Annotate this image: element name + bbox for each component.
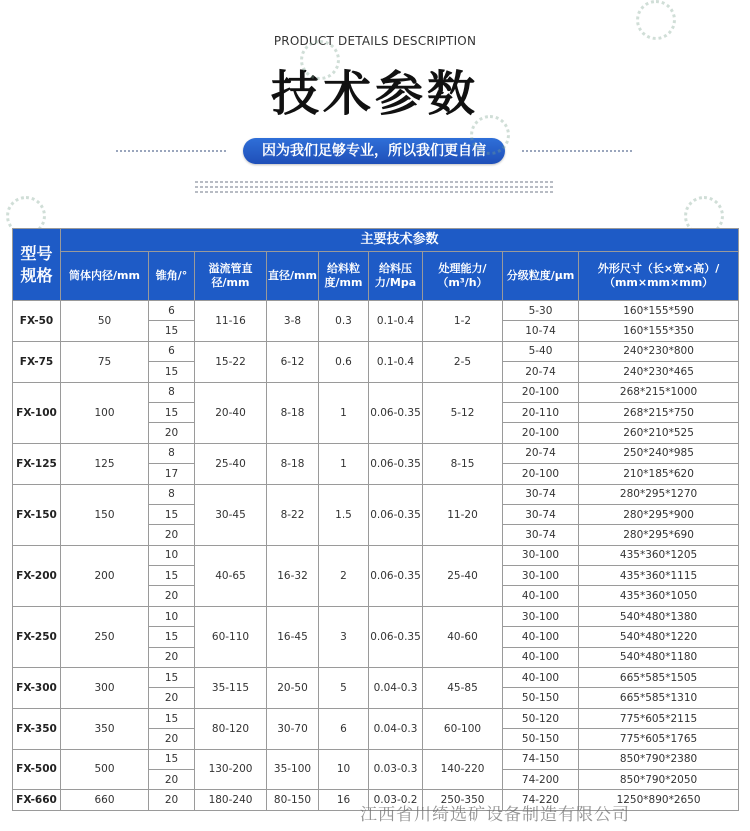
cone-angle-cell: 20	[149, 790, 195, 810]
page-header	[0, 0, 750, 215]
diameter-cell: 50	[61, 301, 149, 342]
overflow-pipe-cell: 80-120	[195, 708, 267, 749]
dimensions-cell: 1250*890*2650	[579, 790, 739, 810]
grading-size-cell: 10-74	[503, 321, 579, 341]
dimensions-cell: 160*155*590	[579, 301, 739, 321]
diameter-cell: 200	[61, 545, 149, 606]
capacity-cell: 25-40	[423, 545, 503, 606]
dimensions-cell: 240*230*465	[579, 362, 739, 382]
diameter-cell: 300	[61, 668, 149, 709]
dimensions-cell: 435*360*1205	[579, 545, 739, 565]
capacity-cell: 40-60	[423, 606, 503, 667]
overflow-pipe-cell: 15-22	[195, 341, 267, 382]
model-header: 型号规格	[13, 229, 61, 301]
cone-angle-cell: 15	[149, 668, 195, 688]
feed-size-cell: 1.5	[319, 484, 369, 545]
feed-size-cell: 16	[319, 790, 369, 810]
model-cell: FX-150	[13, 484, 61, 545]
overflow-pipe-cell: 20-40	[195, 382, 267, 443]
capacity-cell: 11-20	[423, 484, 503, 545]
diameter-range-cell: 8-22	[267, 484, 319, 545]
cone-angle-cell: 8	[149, 382, 195, 402]
decorative-lines	[195, 178, 555, 196]
table-head	[13, 229, 739, 301]
table-row	[13, 341, 739, 361]
feed-size-cell: 2	[319, 545, 369, 606]
model-cell: FX-300	[13, 668, 61, 709]
cone-angle-cell: 20	[149, 525, 195, 545]
grading-size-cell: 20-74	[503, 443, 579, 463]
capacity-cell: 45-85	[423, 668, 503, 709]
cone-angle-cell: 20	[149, 688, 195, 708]
cone-angle-cell: 15	[149, 321, 195, 341]
dimensions-cell: 280*295*1270	[579, 484, 739, 504]
feed-size-cell: 0.6	[319, 341, 369, 382]
dimensions-cell: 435*360*1050	[579, 586, 739, 606]
feed-size-cell: 5	[319, 668, 369, 709]
cone-angle-cell: 15	[149, 708, 195, 728]
divider-left	[116, 150, 228, 152]
grading-size-cell: 20-100	[503, 464, 579, 484]
overflow-pipe-cell: 40-65	[195, 545, 267, 606]
cone-angle-cell: 15	[149, 749, 195, 769]
diameter-range-cell: 16-32	[267, 545, 319, 606]
table-row	[13, 484, 739, 504]
capacity-cell: 140-220	[423, 749, 503, 790]
model-cell: FX-75	[13, 341, 61, 382]
diameter-cell: 350	[61, 708, 149, 749]
cone-angle-cell: 17	[149, 464, 195, 484]
cone-angle-cell: 8	[149, 443, 195, 463]
diameter-cell: 150	[61, 484, 149, 545]
column-header: 锥角/°	[149, 252, 195, 301]
diameter-cell: 500	[61, 749, 149, 790]
capacity-cell: 60-100	[423, 708, 503, 749]
diameter-cell: 660	[61, 790, 149, 810]
page-title: 技术参数	[270, 66, 479, 122]
table-row	[13, 443, 739, 463]
column-header: 处理能力/（m³/h）	[423, 252, 503, 301]
diameter-range-cell: 3-8	[267, 301, 319, 342]
grading-size-cell: 20-110	[503, 402, 579, 422]
grading-size-cell: 30-74	[503, 525, 579, 545]
column-header: 分级粒度/μm	[503, 252, 579, 301]
feed-pressure-cell: 0.04-0.3	[369, 708, 423, 749]
capacity-cell: 5-12	[423, 382, 503, 443]
overflow-pipe-cell: 25-40	[195, 443, 267, 484]
watermark-logo-icon	[636, 0, 676, 40]
overflow-pipe-cell: 60-110	[195, 606, 267, 667]
feed-pressure-cell: 0.04-0.3	[369, 668, 423, 709]
diameter-range-cell: 20-50	[267, 668, 319, 709]
overflow-pipe-cell: 11-16	[195, 301, 267, 342]
grading-size-cell: 40-100	[503, 668, 579, 688]
grading-size-cell: 20-100	[503, 382, 579, 402]
feed-pressure-cell: 0.1-0.4	[369, 301, 423, 342]
cone-angle-cell: 20	[149, 729, 195, 749]
dimensions-cell: 540*480*1180	[579, 647, 739, 667]
grading-size-cell: 30-74	[503, 504, 579, 524]
model-cell: FX-200	[13, 545, 61, 606]
grading-size-cell: 40-100	[503, 586, 579, 606]
cone-angle-cell: 15	[149, 504, 195, 524]
dimensions-cell: 850*790*2050	[579, 769, 739, 789]
cone-angle-cell: 6	[149, 341, 195, 361]
grading-size-cell: 74-200	[503, 769, 579, 789]
dimensions-cell: 268*215*1000	[579, 382, 739, 402]
feed-pressure-cell: 0.03-0.3	[369, 749, 423, 790]
overflow-pipe-cell: 130-200	[195, 749, 267, 790]
spec-table-container	[12, 228, 738, 811]
table-row	[13, 545, 739, 565]
diameter-range-cell: 8-18	[267, 443, 319, 484]
watermark-logo-icon	[300, 40, 340, 80]
dimensions-cell: 665*585*1310	[579, 688, 739, 708]
diameter-cell: 250	[61, 606, 149, 667]
main-header: 主要技术参数	[61, 229, 739, 252]
feed-size-cell: 6	[319, 708, 369, 749]
dimensions-cell: 775*605*2115	[579, 708, 739, 728]
cone-angle-cell: 10	[149, 545, 195, 565]
grading-size-cell: 30-74	[503, 484, 579, 504]
feed-size-cell: 10	[319, 749, 369, 790]
column-header: 给料粒度/mm	[319, 252, 369, 301]
table-body	[13, 301, 739, 811]
grading-size-cell: 74-150	[503, 749, 579, 769]
dimensions-cell: 268*215*750	[579, 402, 739, 422]
dimensions-cell: 435*360*1115	[579, 566, 739, 586]
feed-pressure-cell: 0.06-0.35	[369, 443, 423, 484]
feed-pressure-cell: 0.1-0.4	[369, 341, 423, 382]
feed-pressure-cell: 0.06-0.35	[369, 382, 423, 443]
overflow-pipe-cell: 35-115	[195, 668, 267, 709]
cone-angle-cell: 20	[149, 586, 195, 606]
table-row	[13, 301, 739, 321]
grading-size-cell: 5-30	[503, 301, 579, 321]
grading-size-cell: 50-120	[503, 708, 579, 728]
capacity-cell: 250-350	[423, 790, 503, 810]
feed-pressure-cell: 0.06-0.35	[369, 606, 423, 667]
column-header: 筒体内径/mm	[61, 252, 149, 301]
cone-angle-cell: 20	[149, 423, 195, 443]
dimensions-cell: 210*185*620	[579, 464, 739, 484]
eyebrow-text: PRODUCT DETAILS DESCRIPTION	[273, 34, 477, 48]
diameter-range-cell: 6-12	[267, 341, 319, 382]
dimensions-cell: 665*585*1505	[579, 668, 739, 688]
diameter-cell: 100	[61, 382, 149, 443]
overflow-pipe-cell: 180-240	[195, 790, 267, 810]
grading-size-cell: 30-100	[503, 566, 579, 586]
company-name: 江西省川绮选矿设备制造有限公司	[360, 805, 630, 825]
cone-angle-cell: 6	[149, 301, 195, 321]
cone-angle-cell: 15	[149, 402, 195, 422]
model-cell: FX-50	[13, 301, 61, 342]
slogan-banner: 因为我们足够专业，所以我们更自信	[243, 138, 505, 164]
cone-angle-cell: 15	[149, 627, 195, 647]
diameter-range-cell: 30-70	[267, 708, 319, 749]
cone-angle-cell: 20	[149, 769, 195, 789]
grading-size-cell: 30-100	[503, 606, 579, 626]
feed-pressure-cell: 0.06-0.35	[369, 484, 423, 545]
grading-size-cell: 5-40	[503, 341, 579, 361]
feed-size-cell: 1	[319, 382, 369, 443]
table-row	[13, 382, 739, 402]
grading-size-cell: 50-150	[503, 729, 579, 749]
cone-angle-cell: 10	[149, 606, 195, 626]
capacity-cell: 2-5	[423, 341, 503, 382]
grading-size-cell: 40-100	[503, 647, 579, 667]
feed-pressure-cell: 0.06-0.35	[369, 545, 423, 606]
table-row	[13, 606, 739, 626]
grading-size-cell: 20-74	[503, 362, 579, 382]
feed-size-cell: 3	[319, 606, 369, 667]
spec-table	[12, 228, 739, 811]
cone-angle-cell: 8	[149, 484, 195, 504]
feed-size-cell: 1	[319, 443, 369, 484]
model-cell: FX-350	[13, 708, 61, 749]
overflow-pipe-cell: 30-45	[195, 484, 267, 545]
divider-right	[522, 150, 634, 152]
column-header: 外形尺寸（长×宽×高）/（mm×mm×mm）	[579, 252, 739, 301]
dimensions-cell: 775*605*1765	[579, 729, 739, 749]
dimensions-cell: 540*480*1380	[579, 606, 739, 626]
model-cell: FX-660	[13, 790, 61, 810]
model-cell: FX-500	[13, 749, 61, 790]
grading-size-cell: 30-100	[503, 545, 579, 565]
diameter-range-cell: 35-100	[267, 749, 319, 790]
model-cell: FX-125	[13, 443, 61, 484]
cone-angle-cell: 15	[149, 362, 195, 382]
diameter-range-cell: 8-18	[267, 382, 319, 443]
dimensions-cell: 540*480*1220	[579, 627, 739, 647]
diameter-range-cell: 80-150	[267, 790, 319, 810]
dimensions-cell: 240*230*800	[579, 341, 739, 361]
dimensions-cell: 160*155*350	[579, 321, 739, 341]
dimensions-cell: 250*240*985	[579, 443, 739, 463]
column-header: 给料压力/Mpa	[369, 252, 423, 301]
diameter-cell: 75	[61, 341, 149, 382]
model-cell: FX-100	[13, 382, 61, 443]
watermark-logo-icon	[470, 115, 510, 155]
cone-angle-cell: 20	[149, 647, 195, 667]
model-cell: FX-250	[13, 606, 61, 667]
feed-size-cell: 0.3	[319, 301, 369, 342]
cone-angle-cell: 15	[149, 566, 195, 586]
dimensions-cell: 280*295*690	[579, 525, 739, 545]
dimensions-cell: 850*790*2380	[579, 749, 739, 769]
dimensions-cell: 280*295*900	[579, 504, 739, 524]
dimensions-cell: 260*210*525	[579, 423, 739, 443]
diameter-cell: 125	[61, 443, 149, 484]
capacity-cell: 1-2	[423, 301, 503, 342]
table-row	[13, 668, 739, 688]
capacity-cell: 8-15	[423, 443, 503, 484]
table-row	[13, 708, 739, 728]
grading-size-cell: 74-220	[503, 790, 579, 810]
diameter-range-cell: 16-45	[267, 606, 319, 667]
grading-size-cell: 50-150	[503, 688, 579, 708]
grading-size-cell: 20-100	[503, 423, 579, 443]
grading-size-cell: 40-100	[503, 627, 579, 647]
feed-pressure-cell: 0.03-0.2	[369, 790, 423, 810]
column-header: 直径/mm	[267, 252, 319, 301]
column-header: 溢流管直径/mm	[195, 252, 267, 301]
table-row	[13, 749, 739, 769]
